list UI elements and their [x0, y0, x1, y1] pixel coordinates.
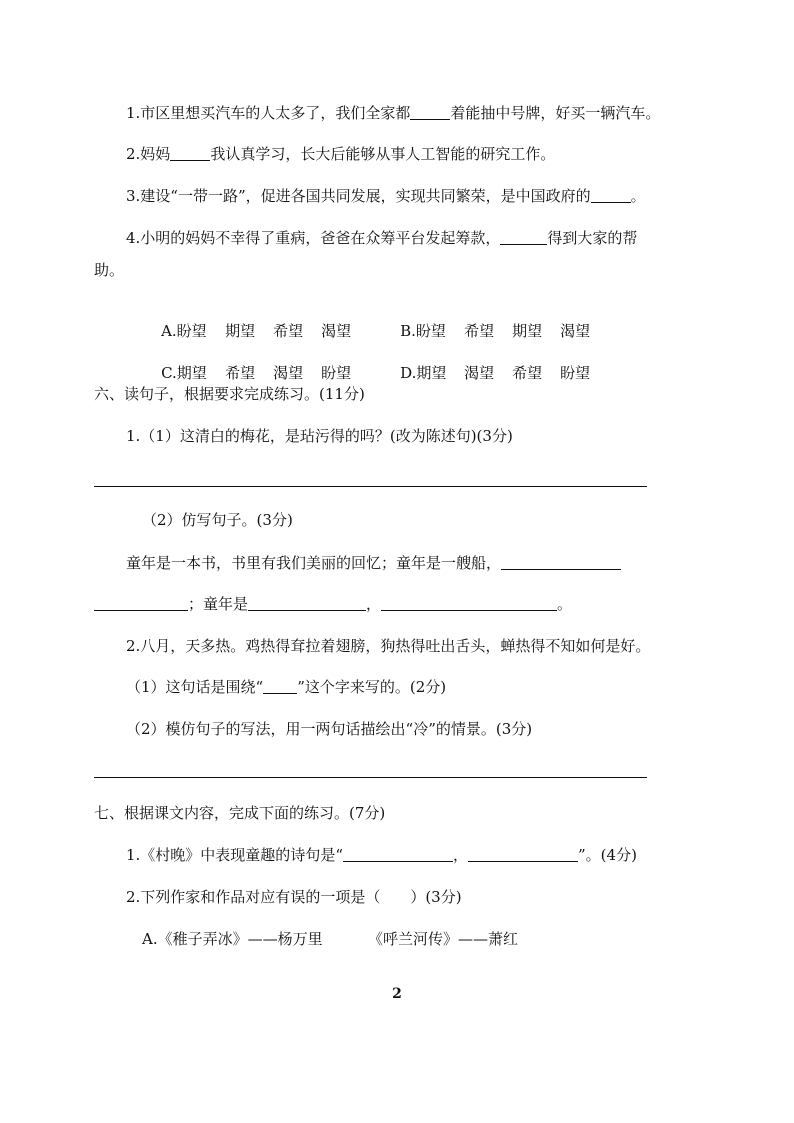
- answer-blank[interactable]: [468, 846, 578, 862]
- option-word: 渴望: [321, 322, 352, 340]
- option-word: 盼望: [560, 364, 591, 382]
- option-word: 盼望: [321, 364, 352, 382]
- option-word: B.盼望: [400, 322, 446, 340]
- q1-text: 1.《村晚》中表现童趣的诗句是“: [126, 846, 343, 864]
- answer-blank[interactable]: [591, 187, 631, 203]
- answer-blank[interactable]: [501, 554, 621, 570]
- option-word: 渴望: [560, 322, 591, 340]
- s5-q1-text: 1.市区里想买汽车的人太多了，我们全家都: [126, 104, 411, 122]
- s5-q2-text-end: 我认真学习，长大后能够从事人工智能的研究工作。: [210, 145, 556, 163]
- option-word: 渴望: [464, 364, 495, 382]
- option-text: 《呼兰河传》——萧红: [368, 930, 519, 948]
- q2-1-text-end: ”这个字来写的。(2分): [297, 678, 447, 696]
- option-word: 期望: [512, 322, 543, 340]
- s6-question-1-2: （2）仿写句子。(3分): [142, 511, 293, 529]
- option-word: 希望: [512, 364, 543, 382]
- s6-question-2-1: [126, 677, 446, 697]
- s5-q2-text: 2.妈妈: [126, 145, 171, 163]
- s5-q4-text-end: 得到大家的帮: [547, 229, 638, 247]
- option-a: [142, 301, 352, 340]
- s6-question-2-2: （2）模仿句子的写法，用一两句话描绘出“冷”的情景。(3分): [126, 720, 533, 738]
- option-word: 期望: [225, 322, 256, 340]
- answer-line[interactable]: [94, 777, 647, 778]
- q1-text-end: ”。(4分): [578, 846, 637, 864]
- answer-blank[interactable]: [500, 229, 547, 245]
- option-word: 希望: [225, 364, 256, 382]
- s5-q4-text: 4.小明的妈妈不幸得了重病，爸爸在众筹平台发起筹款，: [126, 229, 501, 247]
- imitation-comma: ，: [366, 595, 382, 613]
- s6-imitation-line-1: [126, 553, 621, 573]
- answer-blank[interactable]: [410, 104, 450, 120]
- answer-blank[interactable]: [170, 145, 210, 161]
- answer-blank[interactable]: [381, 595, 557, 611]
- answer-blank[interactable]: [248, 595, 366, 611]
- s5-question-4-continued: 助。: [94, 261, 125, 279]
- option-word: C.期望: [161, 364, 207, 382]
- s7-question-1: [126, 845, 637, 865]
- s5-q3-text: 3.建设“一带一路”，促进各国共同发展，实现共同繁荣，是中国政府的: [126, 187, 591, 205]
- answer-blank[interactable]: [263, 678, 297, 694]
- s5-q3-text-end: 。: [630, 187, 646, 205]
- option-text: A.《稚子弄冰》——杨万里: [142, 930, 323, 948]
- s7-option-a: [142, 929, 518, 949]
- s6-question-1-1: 1.（1）这清白的梅花，是玷污得的吗？(改为陈述句)(3分): [126, 427, 513, 445]
- section-7-title: 七、根据课文内容，完成下面的练习。(7分): [94, 804, 386, 822]
- s5-question-1: [126, 103, 660, 123]
- imitation-text: ；童年是: [188, 595, 249, 613]
- s7-question-2: 2.下列作家和作品对应有误的一项是（ ）(3分): [126, 888, 462, 906]
- answer-blank[interactable]: [94, 595, 188, 611]
- imitation-end: 。: [557, 595, 573, 613]
- s5-question-3: [126, 186, 646, 206]
- s6-question-2: 2.八月，天多热。鸡热得耷拉着翅膀，狗热得吐出舌头，蝉热得不知如何是好。: [126, 637, 651, 655]
- option-word: D.期望: [400, 364, 447, 382]
- option-word: 希望: [464, 322, 495, 340]
- q1-comma: ，: [452, 846, 468, 864]
- imitation-text: 童年是一本书，书里有我们美丽的回忆；童年是一艘船，: [126, 554, 502, 572]
- option-word: 渴望: [273, 364, 304, 382]
- page-number: 2: [392, 986, 402, 1002]
- option-b: [381, 301, 591, 340]
- answer-line[interactable]: [94, 486, 647, 487]
- option-word: A.盼望: [161, 322, 207, 340]
- option-word: 希望: [273, 322, 304, 340]
- s5-q1-text-end: 着能抽中号牌，好买一辆汽车。: [450, 104, 661, 122]
- s6-imitation-line-2: [94, 594, 572, 614]
- q2-1-text: （1）这句话是围绕“: [126, 678, 264, 696]
- answer-blank[interactable]: [343, 846, 453, 862]
- s5-question-4: [126, 228, 637, 248]
- option-c: [142, 343, 352, 382]
- option-d: [381, 343, 591, 382]
- section-6-title: 六、读句子，根据要求完成练习。(11分): [94, 385, 365, 403]
- s5-question-2: [126, 144, 555, 164]
